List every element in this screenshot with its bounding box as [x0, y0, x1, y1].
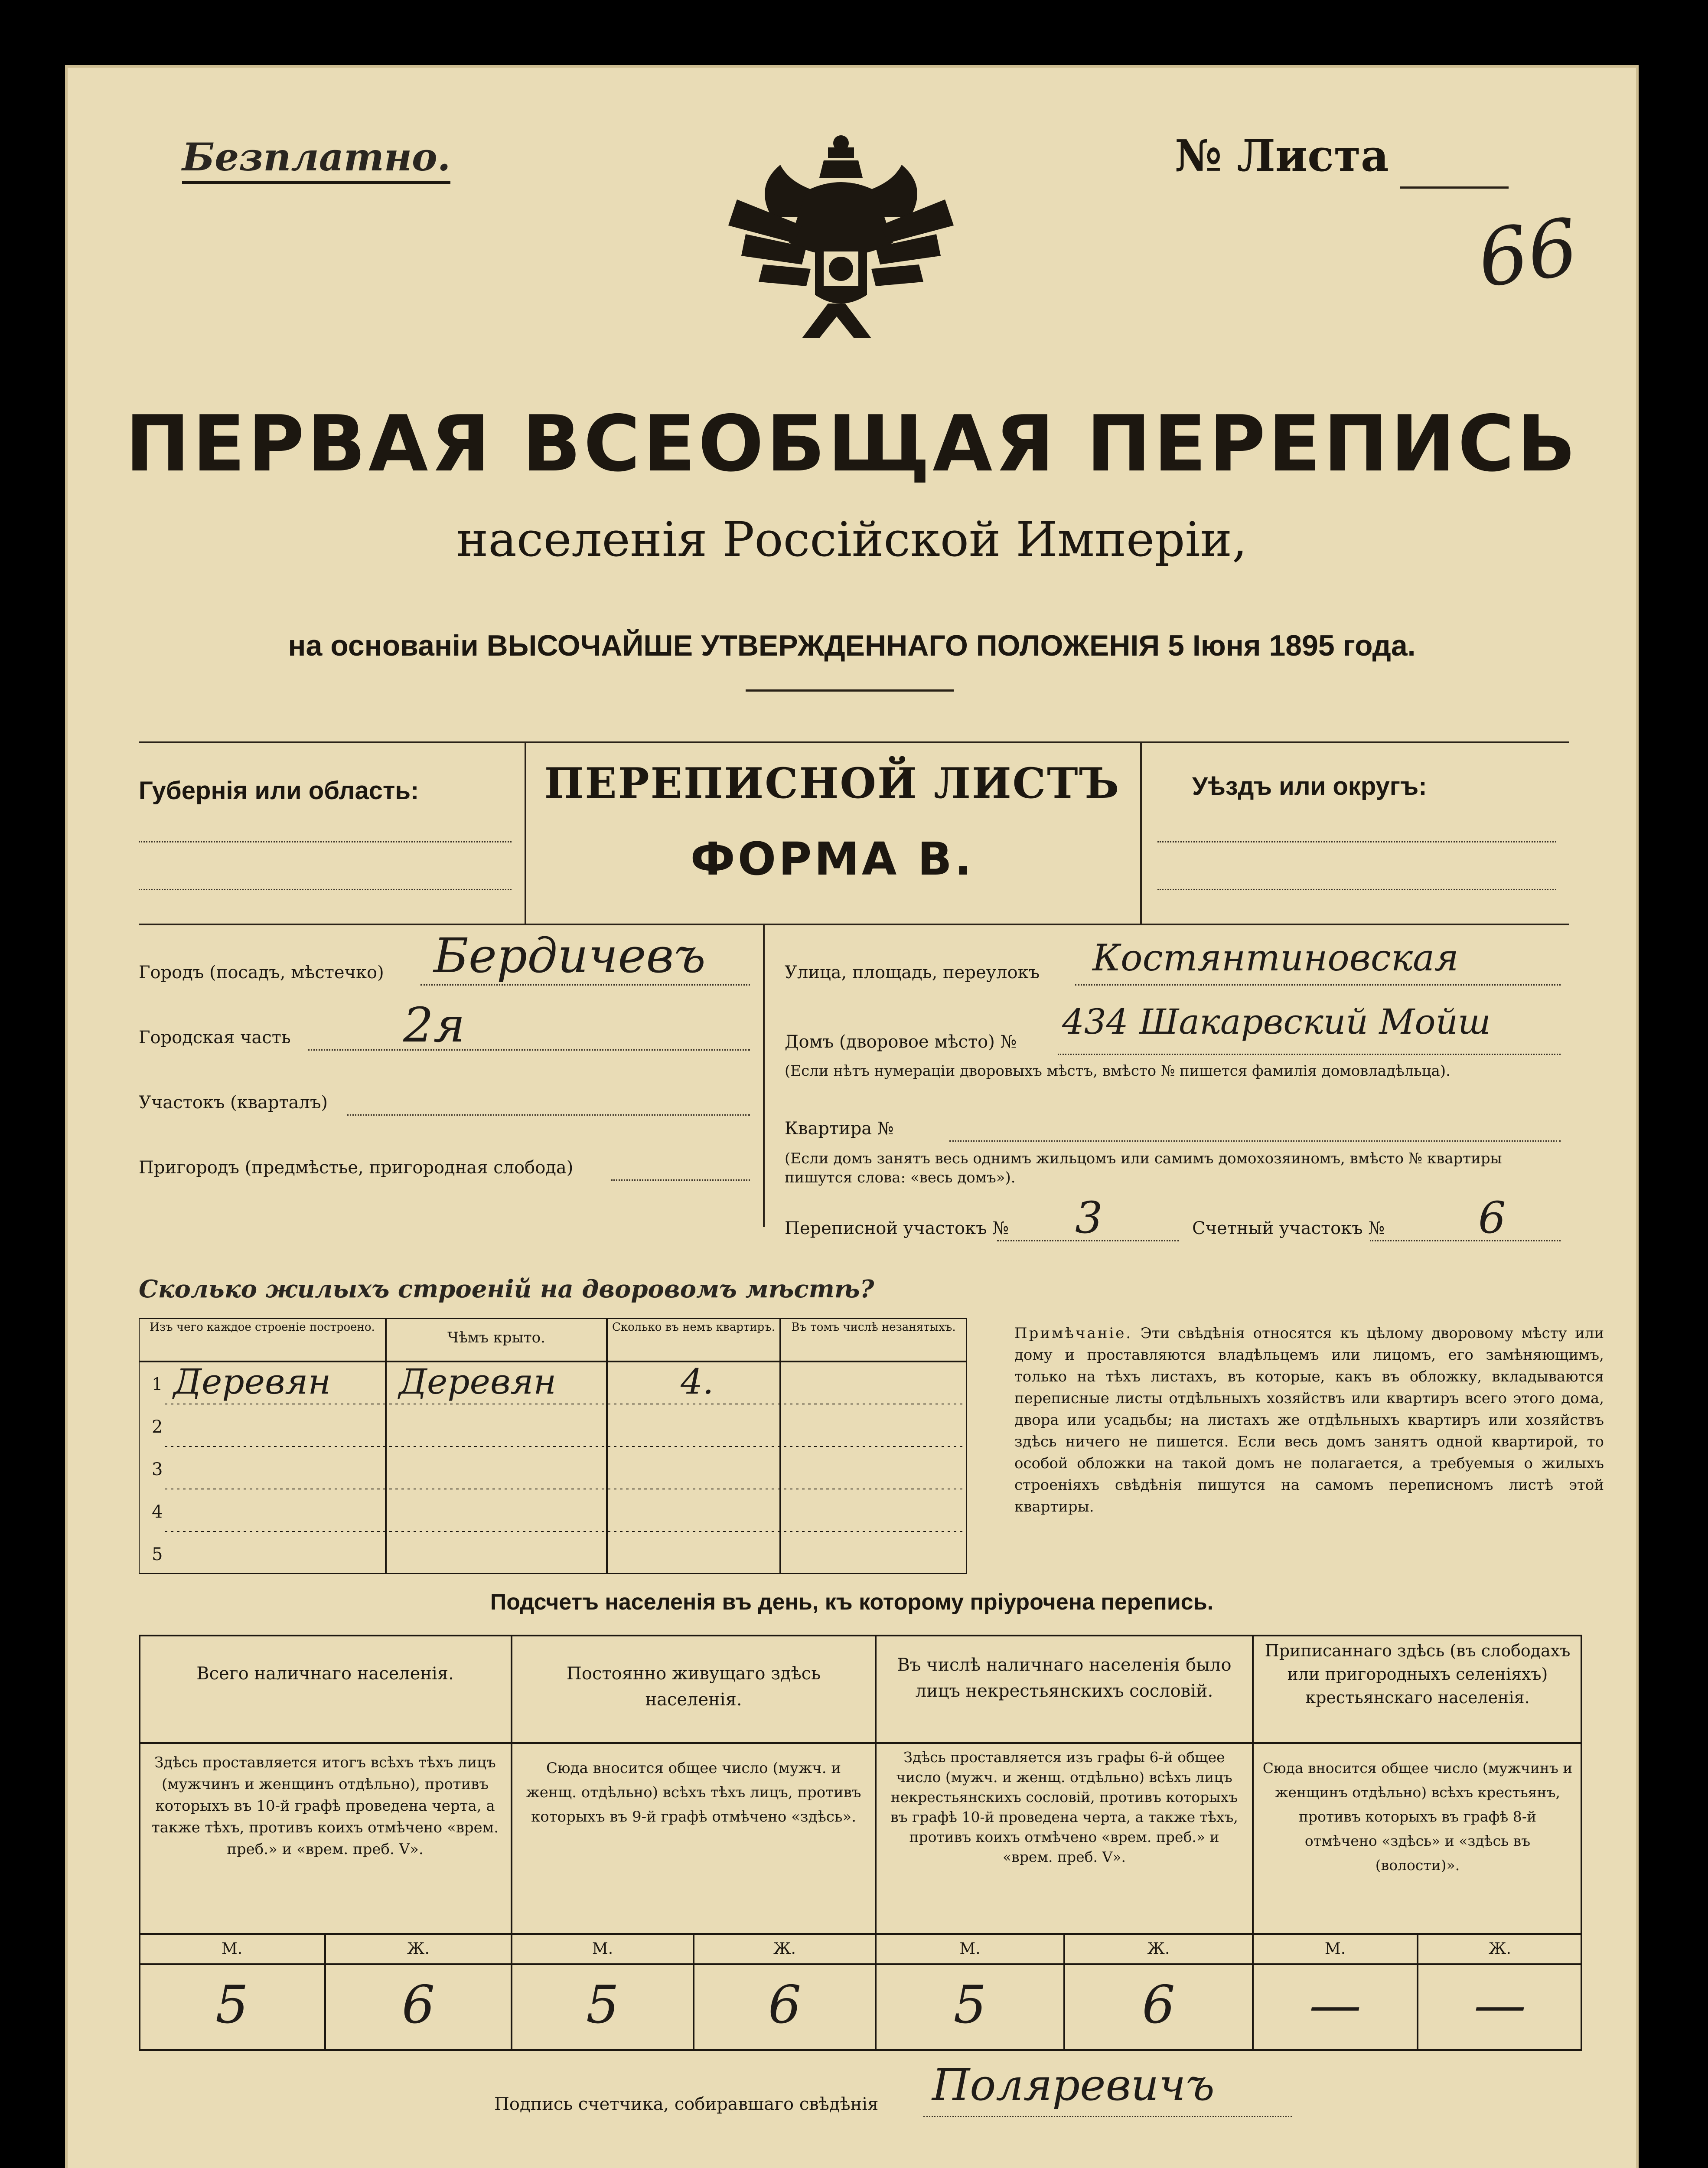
population-head-nonpeasant: Въ числѣ наличнаго населенія было лицъ некрестьянскихъ сословій. [897, 1655, 1232, 1701]
population-nonpeasant-m: 5 [953, 1975, 987, 2035]
house-note: (Если нѣтъ нумераціи дворовыхъ мѣстъ, вмѣсто № пишется фамилія домовладѣльца). [785, 1062, 1450, 1080]
census-sheet [65, 65, 1639, 2168]
row-number: 5 [152, 1544, 163, 1564]
sheet-number-line [1400, 186, 1509, 189]
street-value: Костянтиновская [1092, 937, 1459, 979]
title-divider [746, 689, 954, 692]
suburb-field[interactable] [611, 1179, 750, 1181]
province-field[interactable] [139, 841, 512, 842]
province-label: Губернія или область: [139, 777, 419, 805]
city-part-label: Городская часть [139, 1028, 291, 1048]
row-roof: Деревян [399, 1362, 557, 1402]
district-field[interactable] [1157, 841, 1556, 842]
city-value: Бердичевъ [434, 928, 706, 983]
signature-value: Поляревичъ [932, 2060, 1215, 2110]
buildings-header-vacant: Въ томъ числѣ незанятыхъ. [791, 1321, 956, 1334]
form-box-top [139, 741, 1569, 743]
census-district-label: Переписной участокъ № [785, 1218, 1009, 1238]
population-desc-peasant: Сюда вносится общее число (мужчинъ и женщинъ отдѣльно) всѣхъ крестьянъ, противъ которыхъ въ графѣ 8-й отмѣчено «здѣсь» и «здѣсь въ (волости)». [1262, 1760, 1573, 1874]
row-number: 1 [152, 1375, 163, 1394]
note-text: Эти свѣдѣнія относятся къ цѣлому дворовому мѣсту или дому и проставляются владѣльцемъ или лицомъ, его замѣняющимъ, только на тѣхъ листахъ, въ которые, какъ въ обложку, вкладываются переписные листы отдѣльныхъ хозяйствъ или квартиръ всего этого дома, двора или усадьбы; на листахъ же отдѣльныхъ квартиръ или хозяйствъ здѣсь ничего не пишется. Если весь домъ занятъ одной квартирой, то особой обложки на такой домъ не полагается, а требуемыя о жилыхъ строеніяхъ свѣдѣнія пишутся на самомъ переписномъ листѣ этой квартиры. [1014, 1325, 1604, 1515]
note-block [1014, 1322, 1604, 1518]
population-total-f: 6 [401, 1975, 435, 2035]
row-number: 3 [152, 1459, 163, 1479]
population-head-permanent: Постоянно живущаго здѣсь населенія. [567, 1664, 821, 1710]
main-title: ПЕРВАЯ ВСЕОБЩАЯ ПЕРЕПИСЬ [125, 399, 1578, 489]
population-f-label: Ж. [1147, 1940, 1170, 1958]
population-m-label: М. [1324, 1940, 1346, 1958]
count-district-field[interactable] [1370, 1240, 1561, 1241]
population-m-label: М. [221, 1940, 243, 1958]
population-permanent-m: 5 [586, 1975, 619, 2035]
population-desc-permanent: Сюда вносится общее число (мужч. и женщ. отдѣльно) всѣхъ тѣхъ лицъ, противъ которыхъ въ 9-й графѣ отмѣчено «здѣсь». [526, 1760, 861, 1825]
population-table [139, 1635, 1582, 2051]
population-head-total: Всего наличнаго населенія. [196, 1664, 454, 1684]
signature-field[interactable] [923, 2116, 1292, 2117]
city-part-field[interactable] [308, 1049, 750, 1051]
district-field-2[interactable] [1157, 889, 1556, 890]
city-field[interactable] [420, 984, 750, 986]
city-label: Городъ (посадъ, мѣстечко) [139, 963, 384, 983]
subtitle: населенія Россійской Имперіи, [456, 512, 1248, 567]
apartment-label: Квартира № [785, 1119, 894, 1139]
population-peasant-f: — [1474, 1975, 1526, 2035]
table-row [139, 1362, 967, 1405]
table-row [139, 1493, 967, 1532]
form-name: ФОРМА В. [690, 833, 975, 885]
population-m-label: М. [592, 1940, 613, 1958]
population-f-label: Ж. [407, 1940, 430, 1958]
population-f-label: Ж. [773, 1940, 796, 1958]
apartment-note: (Если домъ занятъ весь однимъ жильцомъ или самимъ домохозяиномъ, вмѣсто № квартиры пишутся слова: «весь домъ»). [785, 1150, 1502, 1186]
row-apartments: 4. [681, 1362, 714, 1402]
district-label: Уѣздъ или округъ: [1192, 772, 1427, 800]
form-box-bottom [139, 924, 1569, 925]
imperial-eagle-emblem [720, 130, 962, 356]
population-m-label: М. [959, 1940, 981, 1958]
address-divider [763, 924, 765, 1227]
population-desc-total: Здѣсь проставляется итогъ всѣхъ тѣхъ лицъ (мужчинъ и женщинъ отдѣльно), противъ которыхъ въ 10-й графѣ проведена черта, а также тѣхъ, противъ коихъ отмѣчено «врем. преб.» и «врем. преб. V». [151, 1754, 499, 1858]
sheet-type-title: ПЕРЕПИСНОЙ ЛИСТЪ [544, 759, 1121, 808]
sheet-number-value: 66 [1472, 202, 1584, 305]
population-total-m: 5 [215, 1975, 249, 2035]
basis-line: на основаніи ВЫСОЧАЙШЕ УТВЕРЖДЕННАГО ПОЛОЖЕНІЯ 5 Іюня 1895 года. [288, 629, 1416, 662]
street-label: Улица, площадь, переулокъ [785, 963, 1040, 983]
form-box-right [1140, 741, 1142, 924]
apartment-field[interactable] [949, 1140, 1561, 1142]
census-district-value: 3 [1075, 1192, 1103, 1243]
population-permanent-f: 6 [768, 1975, 802, 2035]
buildings-header-apartments: Сколько въ немъ квартиръ. [612, 1321, 776, 1334]
signature-label: Подпись счетчика, собиравшаго свѣдѣнія [494, 2094, 879, 2114]
sheet-number-label: № Листа [1175, 130, 1389, 181]
house-label: Домъ (дворовое мѣсто) № [785, 1032, 1017, 1052]
population-peasant-m: — [1309, 1975, 1361, 2035]
population-f-label: Ж. [1489, 1940, 1511, 1958]
free-label: Безплатно. [182, 134, 450, 184]
buildings-table [139, 1318, 967, 1574]
suburb-label: Пригородъ (предмѣстье, пригородная слобода) [139, 1158, 574, 1178]
street-field[interactable] [1075, 984, 1561, 986]
row-material: Деревян [173, 1362, 331, 1402]
province-field-2[interactable] [139, 889, 512, 890]
count-district-value: 6 [1478, 1192, 1506, 1243]
population-desc-nonpeasant: Здѣсь проставляется изъ графы 6-й общее число (мужч. и женщ. отдѣльно) всѣхъ лицъ некрестьянскихъ сословій, противъ которыхъ въ графѣ 10-й проведена черта, а также тѣхъ, противъ коихъ отмѣчено «врем. преб.» и «врем. преб. V». [890, 1749, 1238, 1865]
buildings-header-material: Изъ чего каждое строеніе построено. [150, 1321, 375, 1334]
precinct-label: Участокъ (кварталъ) [139, 1093, 328, 1113]
house-field[interactable] [1058, 1054, 1561, 1055]
count-district-label: Счетный участокъ № [1192, 1218, 1385, 1238]
row-number: 4 [152, 1502, 163, 1522]
population-title: Подсчетъ населенія въ день, къ которому пріурочена перепись. [490, 1590, 1214, 1615]
table-row [139, 1451, 967, 1490]
buildings-header-roof: Чѣмъ крыто. [447, 1329, 545, 1346]
table-row [139, 1536, 967, 1575]
note-title: Примѣчаніе. [1014, 1325, 1133, 1342]
buildings-question: Сколько жилыхъ строеній на дворовомъ мѣстѣ? [139, 1275, 874, 1303]
city-part-value: 2я [403, 997, 465, 1053]
house-value: 434 Шакарвский Мойш [1062, 1002, 1491, 1042]
precinct-field[interactable] [347, 1114, 750, 1116]
row-number: 2 [152, 1417, 163, 1437]
population-head-peasant: Приписаннаго здѣсь (въ слободахъ или пригородныхъ селеніяхъ) крестьянскаго населенія. [1265, 1641, 1571, 1707]
table-row [139, 1408, 967, 1447]
population-nonpeasant-f: 6 [1142, 1975, 1175, 2035]
